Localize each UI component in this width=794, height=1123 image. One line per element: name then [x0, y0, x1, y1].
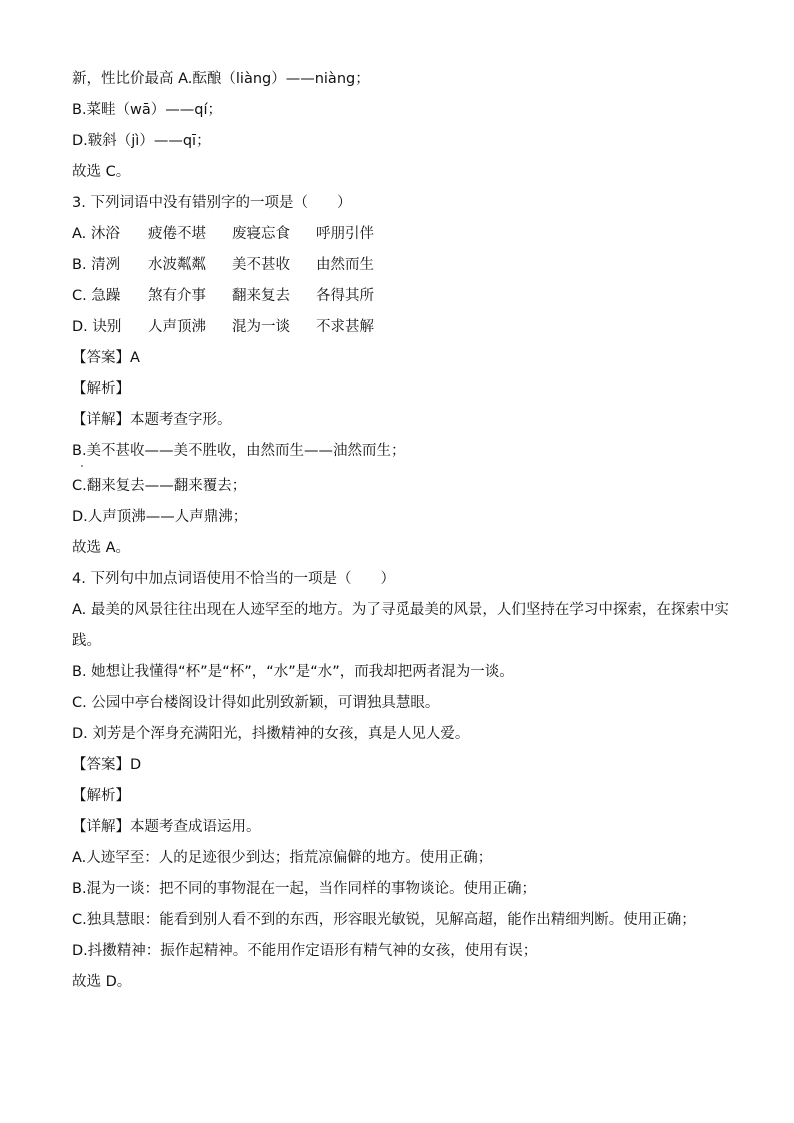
question-4: 4. 下列句中加点词语使用不恰当的一项是（ ）: [72, 571, 395, 587]
option-cell: D. 诀别: [72, 319, 122, 335]
text-line: 新，性比价最高 A.酝酿（liàng）——niàng；: [72, 71, 370, 87]
option-cell: 混为一谈: [232, 319, 290, 335]
option-cell: 疲倦不堪: [148, 226, 206, 242]
option-line-continued: 践。: [72, 633, 101, 649]
explanation-line: C.翻来复去——翻来覆去；: [72, 478, 247, 494]
option-cell: 不求甚解: [316, 319, 374, 335]
explanation-line: C.独具慧眼：能看到别人看不到的东西，形容眼光敏锐，见解高超，能作出精细判断。使用正确；: [72, 912, 696, 928]
answer-label: 【答案】D: [72, 757, 142, 773]
option-row-a: [72, 219, 732, 250]
explanation-line: B.混为一谈：把不同的事物混在一起，当作同样的事物谈论。使用正确；: [72, 881, 537, 897]
conclusion-line: 故选 D。: [72, 974, 132, 990]
explanation-line: B.美不甚收——美不胜收，由然而生——油然而生；: [72, 443, 406, 459]
option-cell: 煞有介事: [148, 288, 206, 304]
option-cell: 呼朋引伴: [316, 226, 374, 242]
option-cell: 翻来复去: [232, 288, 290, 304]
option-cell: 水波粼粼: [148, 257, 206, 273]
detail-label: 【详解】本题考查字形。: [72, 412, 232, 428]
question-3: 3. 下列词语中没有错别字的一项是（ ）: [72, 195, 352, 211]
option-line: D. 刘芳是个浑身充满阳光，抖擞精神的女孩，真是人见人爱。: [72, 726, 470, 742]
option-line: B. 她想让我懂得“杯”是“杯”，“水”是“水”，而我却把两者混为一谈。: [72, 664, 514, 680]
detail-label: 【详解】本题考查成语运用。: [72, 819, 261, 835]
explanation-line: D.人声顶沸——人声鼎沸；: [72, 509, 248, 525]
text-line: D.皲斜（jì）——qī；: [72, 133, 211, 149]
answer-label: 【答案】A: [72, 350, 140, 366]
analysis-label: 【解析】: [72, 788, 130, 804]
text-line: 故选 C。: [72, 164, 131, 180]
option-line: C. 公园中亭台楼阁设计得如此别致新颖，可谓独具慧眼。: [72, 695, 440, 711]
stray-dot: [81, 465, 83, 467]
option-cell: 人声顶沸: [148, 319, 206, 335]
text-line: B.菜畦（wā）——qí；: [72, 102, 223, 118]
option-cell: C. 急躁: [72, 288, 121, 304]
option-cell: 美不甚收: [232, 257, 290, 273]
option-line: A. 最美的风景往往出现在人迹罕至的地方。为了寻觅最美的风景，人们坚持在学习中探索，在探索中实: [72, 602, 729, 618]
explanation-line: A.人迹罕至：人的足迹很少到达；指荒凉偏僻的地方。使用正确；: [72, 850, 493, 866]
option-row-c: [72, 281, 732, 312]
option-cell: B. 清冽: [72, 257, 121, 273]
option-row-b: [72, 250, 732, 281]
analysis-label: 【解析】: [72, 381, 130, 397]
option-cell: 废寝忘食: [232, 226, 290, 242]
option-cell: A. 沐浴: [72, 226, 120, 242]
option-cell: 各得其所: [316, 288, 374, 304]
option-cell: 由然而生: [316, 257, 374, 273]
explanation-line: D.抖擞精神：振作起精神。不能用作定语形有精气神的女孩，使用有误；: [72, 943, 538, 959]
option-row-d: [72, 312, 732, 343]
document-page: [72, 64, 732, 998]
conclusion-line: 故选 A。: [72, 540, 131, 556]
